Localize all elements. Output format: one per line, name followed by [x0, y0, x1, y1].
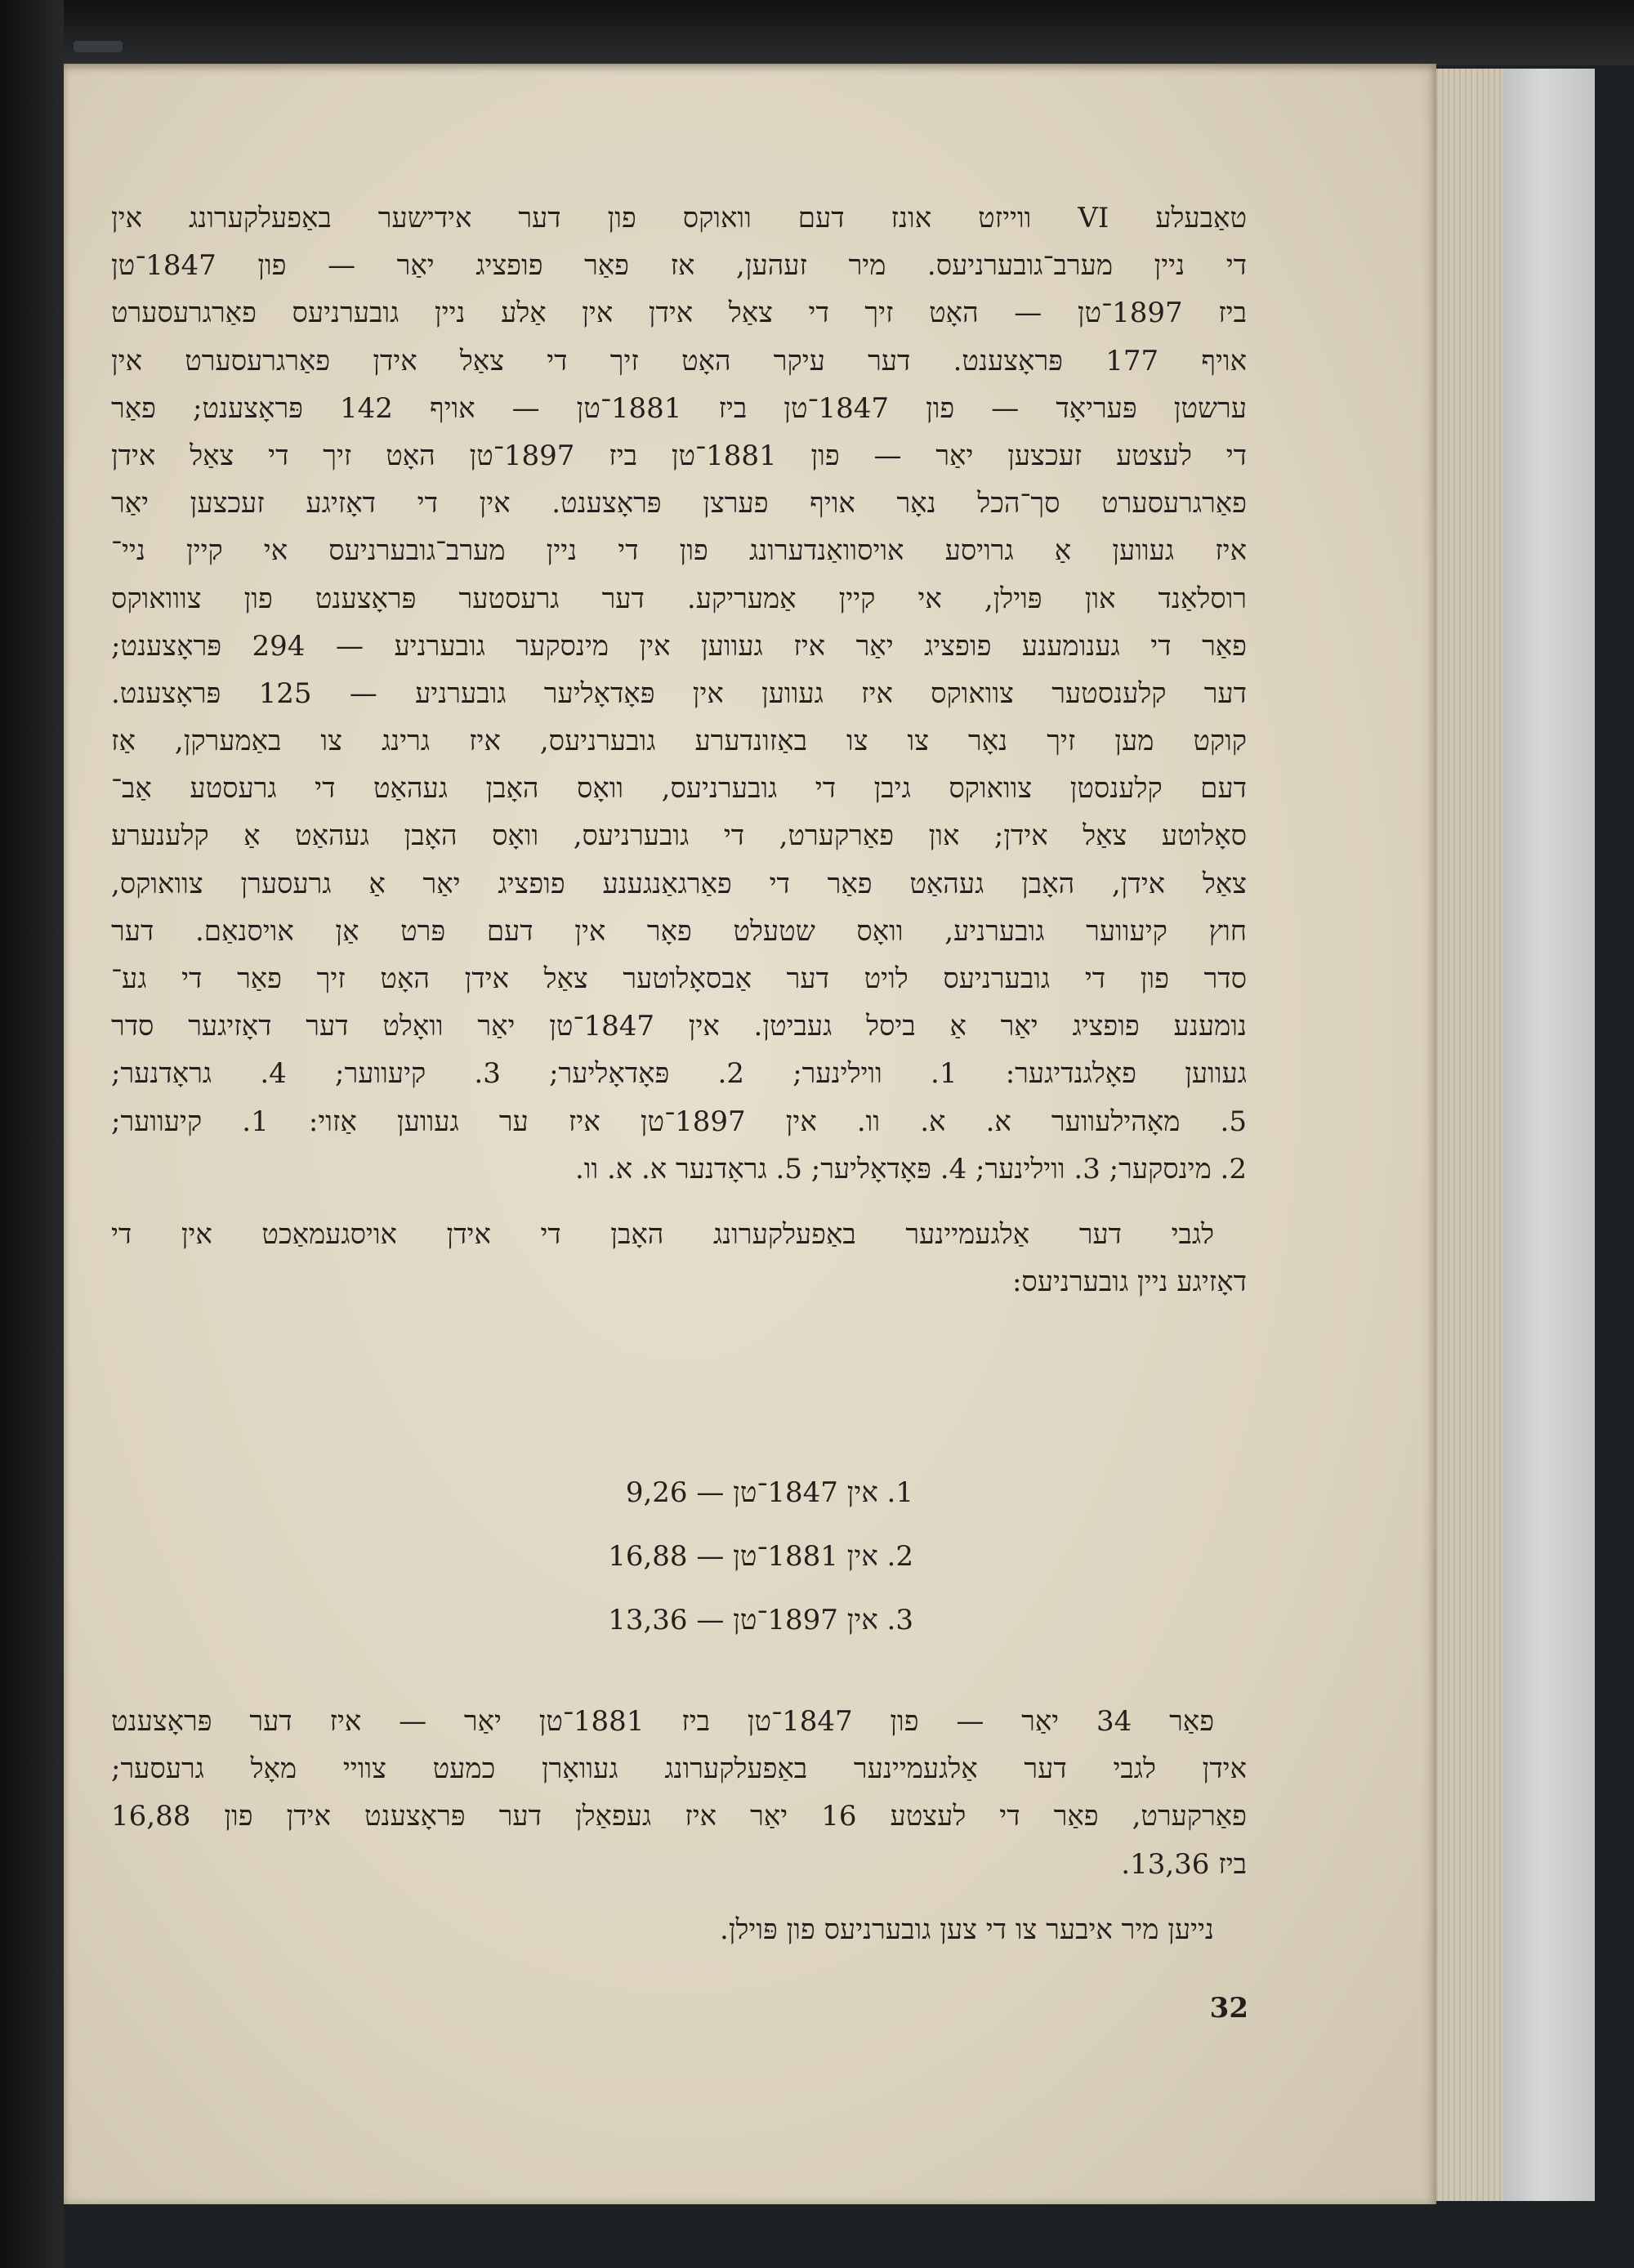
text-line: חוץ קיעווער גובערניע, וואָס שטעלט פאָר אין דעם פּרט אַן אויסנאַם. דער [111, 914, 1247, 948]
text-line: פאַר 34 יאַר — פון 1847־טן ביז 1881־טן יאַר — איז דער פּראָצענט [111, 1705, 1215, 1738]
text-line: רוסלאַנד און פּוילן, אי קיין אַמעריקע. דער גרעסטער פּראָצענט פון צווואוקס [111, 582, 1247, 615]
text-line: ערשטן פּעריאָד — פון 1847־טן ביז 1881־טן — אויף 142 פּראָצענט; פאַר [111, 391, 1247, 425]
text-line: דער קלענסטער צוואוקס איז געווען אין פּאָדאָליער גובערניע — 125 פּראָצענט. [111, 676, 1247, 710]
list-item: 1. אין 1847־טן — 9,26 [625, 1476, 913, 1509]
percentage-list [456, 1461, 913, 1652]
text-line: סדר פון די גובערניעס לויט דער אַבסאָלוטער צאַל אידן האָט זיך פאַר די גע־ [111, 962, 1247, 995]
text-line: נייען מיר איבער צו די צען גובערניעס פון פּוילן. [720, 1913, 1214, 1946]
text-line: אידן לגבי דער אַלגעמיינער באַפעלקערונג געוואָרן כמעט צוויי מאָל גרעסער; [111, 1752, 1247, 1786]
book-page [64, 64, 1436, 2204]
text-line: לגבי דער אַלגעמיינער באַפעלקערונג האָבן די אידן אויסגעמאַכט אין די [111, 1217, 1214, 1251]
text-line: איז געווען אַ גרויסע אויסוואַנדערונג פון די ניין מערב־גובערניעס אי קיין ניי־ [111, 534, 1247, 568]
text-line: 5. מאָהילעווער א. א. וו. אין 1897־טן איז ער געווען אַזוי: 1. קיעווער; [111, 1105, 1247, 1138]
text-line: פאַרקערט, פאַר די לעצטע 16 יאַר איז געפאַלן דער פּראָצענט אידן פון 16,88 [111, 1800, 1247, 1833]
text-line: די לעצטע זעכצען יאַר — פון 1881־טן ביז 1897־טן האָט זיך די צאַל אידן [111, 439, 1247, 472]
text-line: דעם קלענסטן צוואוקס גיבן די גובערניעס, וואָס האָבן געהאַט די גרעסטע אַב־ [111, 772, 1247, 806]
list-item: 3. אין 1897־טן — 13,36 [608, 1604, 913, 1636]
text-line: די ניין מערב־גובערניעס. מיר זעהען, אז פאַר פופציג יאַר — פון 1847־טן [111, 249, 1247, 283]
text-line: פאַר די גענומענע פופציג יאַר איז געווען אין מינסקער גובערניע — 294 פּראָצענט; [111, 629, 1247, 663]
text-line: ביז 13,36. [1121, 1847, 1247, 1881]
text-line: טאַבעלע VI ווייזט אונז דעם וואוקס פון דער אידישער באַפעלקערונג אין [111, 202, 1247, 234]
text-line: צאַל אידן, האָבן געהאַט פאַר די פאַרגאַנגענע פופציג יאַר אַ גרעסערן צוואוקס, [111, 867, 1247, 900]
binding-tab [74, 41, 123, 52]
closing-text [111, 1698, 1247, 1953]
text-line: פאַרגרעסערט סך־הכל נאָר אויף פערצן פּראָצענט. אין די דאָזיגע זעכצען יאַר [111, 487, 1247, 520]
text-line: געווען פאָלגנדיגער: 1. ווילינער; 2. פּאָדאָליער; 3. קיעווער; 4. גראָדנער; [111, 1057, 1247, 1091]
main-text [111, 194, 1247, 1306]
page-edge-grey [1495, 69, 1595, 2201]
text-line: סאָלוטע צאַל אידן; און פאַרקערט, די גובערניעס, וואָס האָבן געהאַט אַ קלענערע [111, 819, 1247, 853]
text-line: דאָזיגע ניין גובערניעס: [1011, 1266, 1247, 1299]
page-number: 32 [1209, 1992, 1248, 2025]
text-line: אויף 177 פּראָצענט. דער עיקר האָט זיך די צאַל אידן פאַרגרעסערט אין [111, 344, 1247, 377]
book-binding-top [0, 0, 1634, 65]
text-line: ביז 1897־טן — האָט זיך די צאַל אידן אין אַלע ניין גובערניעס פאַרגרעסערט [111, 297, 1247, 330]
text-line: 2. מינסקער; 3. ווילינער; 4. פּאָדאָליער; 5. גראָדנער א. א. וו. [574, 1152, 1247, 1185]
list-item: 2. אין 1881־טן — 16,88 [608, 1540, 913, 1573]
text-line: נומענע פופציג יאַר אַ ביסל געביטן. אין 1847־טן יאַר וואָלט דער דאָזיגער סדר [111, 1010, 1247, 1043]
text-line: קוקט מען זיך נאָר צו צו באַזונדערע גובערניעס, איז גרינג צו באַמערקן, אַז [111, 725, 1247, 758]
book-binding-left [0, 0, 64, 2268]
